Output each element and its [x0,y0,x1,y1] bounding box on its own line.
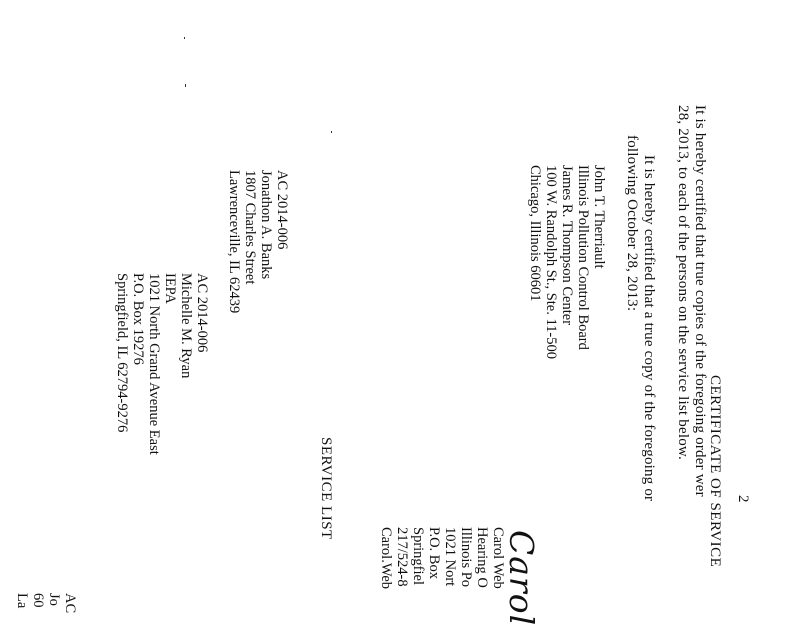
recipient-line: AC 2014-006 [274,170,290,250]
hearing-officer-line: Illinois Po [458,527,474,588]
board-address-line: Chicago, Illinois 60601 [527,165,543,302]
hearing-officer-line: Carol.Web [378,527,394,590]
recipient-line: AC [62,593,78,614]
board-address-line: James R. Thompson Center [559,165,575,326]
second-line-2: following October 28, 2013: [624,135,640,312]
recipient-line: IEPA [162,273,178,304]
board-address-line: John T. Therriault [591,165,607,269]
recipient-line: Michelle M. Ryan [178,273,194,379]
intro-line-2: 28, 2013, to each of the persons on the service list below. [675,105,691,460]
hearing-officer-line: Springfiel [410,527,426,585]
second-line-1: It is hereby certified that a true copy of the foregoing or [641,155,657,502]
recipient-line: Springfield, IL 62794-9276 [114,273,130,433]
scan-mark [185,84,186,87]
hearing-officer-line: Hearing O [474,527,490,588]
hearing-officer-line: 1021 Nort [442,527,458,587]
recipient-line: 1021 North Grand Avenue East [146,273,162,455]
signature: Carol [502,530,541,626]
recipient-line: 1807 Charles Street [242,170,258,285]
recipient-line: AC 2014-006 [194,273,210,353]
hearing-officer-line: P.O. Box [426,527,442,579]
recipient-line: P.O. Box 19276 [130,273,146,365]
intro-line-1: It is hereby certified that true copies of the foregoing order wer [692,105,708,497]
recipient-line: Jo [46,593,62,606]
scan-mark [331,131,332,133]
hearing-officer-line: Carol Web [490,527,506,589]
recipient-line: Jonathon A. Banks [258,170,274,280]
certificate-heading: CERTIFICATE OF SERVICE [707,375,723,568]
page-number: 2 [735,495,751,503]
hearing-officer-line: 217/524-8 [394,527,410,587]
service-list-title: SERVICE LIST [318,437,334,540]
board-address-line: Illinois Pollution Control Board [575,165,591,350]
board-address-line: 100 W. Randolph St., Ste. 11-500 [543,165,559,360]
recipient-line: Lawrenceville, IL 62439 [226,170,242,314]
recipient-line: 60 [30,593,46,608]
recipient-line: La [14,593,30,609]
scan-mark [184,37,185,39]
